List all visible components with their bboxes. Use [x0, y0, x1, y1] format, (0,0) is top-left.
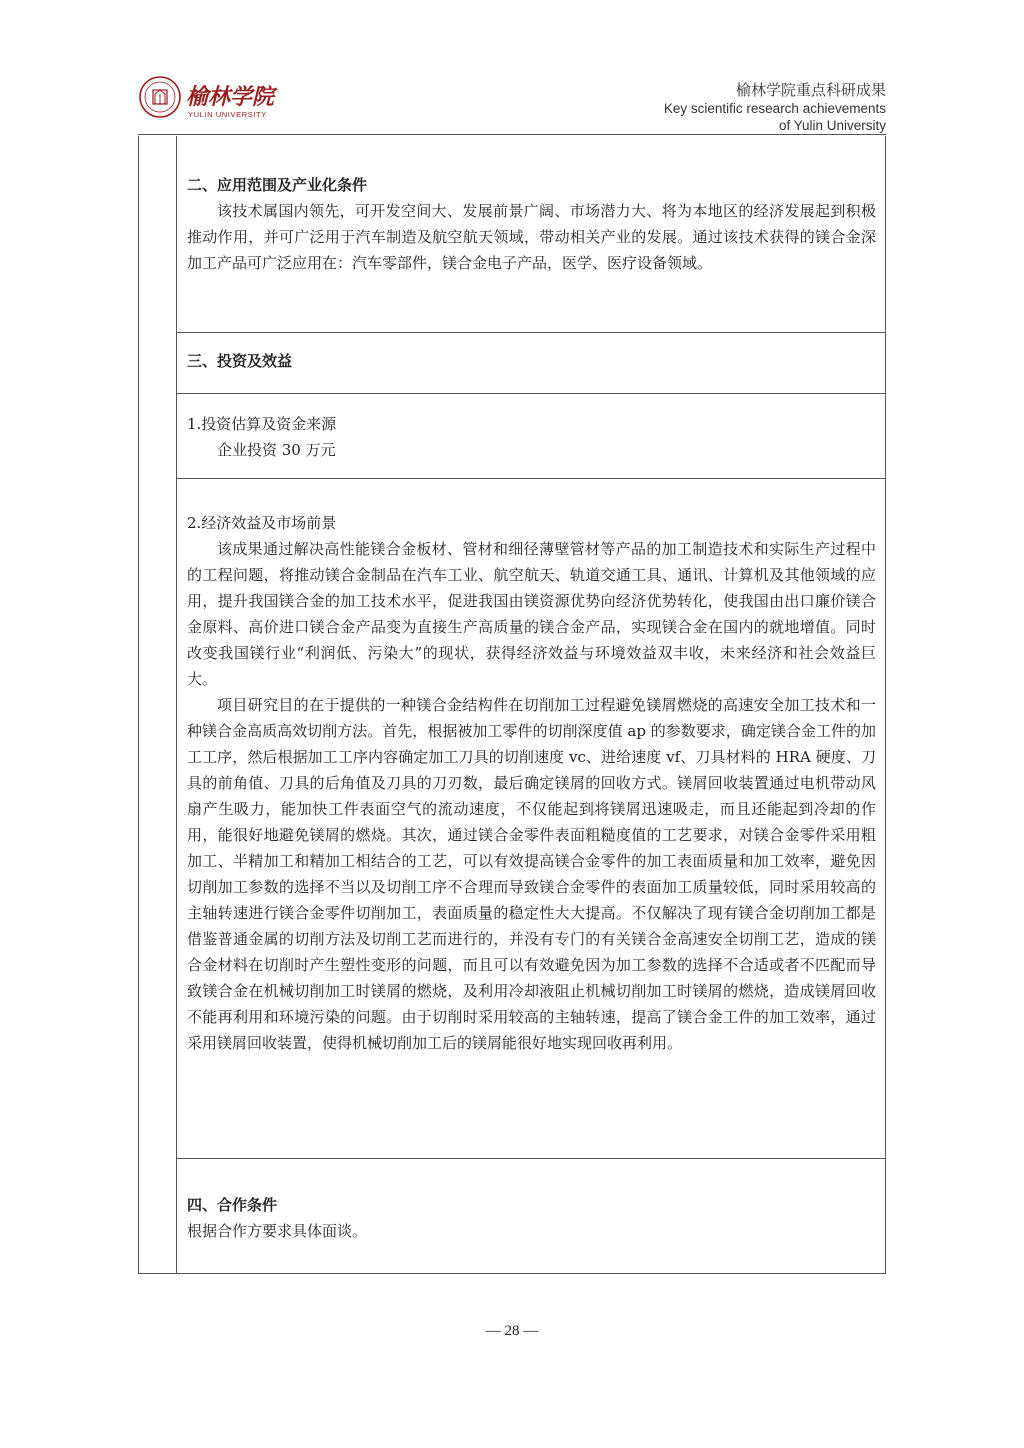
section-paragraph-1: 该成果通过解决高性能镁合金板材、管材和细径薄壁管材等产品的加工制造技术和实际生产过程中的工程问题，将推动镁合金制品在汽车工业、航空航天、轨道交通工具、通讯、计算机及其他领域的应用，提升我国镁合金的加工技术水平，促进我国由镁资源优势向经济优势转化，使我国由出口廉价镁合金原料、高价进口镁合金产品变为直接生产高质量的镁合金产品，实现镁合金在国内的就地增值。同时改变我国镁行业“利润低、污染大”的现状，获得经济效益与环境效益双丰收，未来经济和社会效益巨大。 [187, 540, 876, 688]
section-cooperation [177, 1159, 885, 1274]
page-number: — 28 — [485, 1323, 539, 1339]
section-body: 该技术属国内领先，可开发空间大、发展前景广阔、市场潜力大、将为本地区的经济发展起到积极推动作用，并可广泛用于汽车制造及航空航天领域，带动相关产业的发展。通过该技术获得的镁合金深加工产品可广泛应用在：汽车零部件，镁合金电子产品，医学、医疗设备领域。 [187, 202, 876, 272]
section-heading: 三、投资及效益 [187, 352, 293, 370]
header-divider [138, 134, 886, 135]
section-heading: 二、应用范围及产业化条件 [187, 176, 368, 194]
university-logo [138, 74, 288, 120]
subsection-heading: 1.投资估算及资金来源 [187, 415, 337, 433]
logo-chinese-name: 榆林学院 [186, 84, 275, 110]
section-funding [177, 394, 885, 479]
seal-icon [140, 77, 180, 117]
section-heading: 四、合作条件 [187, 1196, 278, 1214]
section-investment [177, 333, 885, 394]
section-benefits [177, 479, 885, 1159]
section-body: 根据合作方要求具体面谈。 [187, 1222, 368, 1240]
header-title-cn: 榆林学院重点科研成果 [735, 81, 886, 99]
logo-english-name: YULIN UNIVERSITY [188, 110, 267, 119]
label-column [139, 136, 177, 1273]
header-title-en-2: of Yulin University [778, 118, 886, 133]
section-paragraph-2: 项目研究目的在于提供的一种镁合金结构件在切削加工过程避免镁屑燃烧的高速安全加工技术和一种镁合金高质高效切削方法。首先，根据被加工零件的切削深度值 ap 的参数要求，确定镁合金工件的加工工序，然后根据加工工序内容确定加工刀具的切削速度 vc、进给速度 vf、刀具材料的 HRA 硬度、刀具的前角值、刀具的后角值及刀具的刀刃数，最后确定镁屑的回收方式。镁屑回收装置通过电机带动风扇产生吸力，能加快工件表面空气的流动速度，不仅能起到将镁屑迅速吸走，而且还能起到冷却的作用，能很好地避免镁屑的燃烧。其次，通过镁合金零件表面粗糙度值的工艺要求，对镁合金零件采用粗加工、半精加工和精加工相结合的工艺，可以有效提高镁合金零件的加工表面质量和加工效率，避免因切削加工参数的选择不当以及切削工序不合理而导致镁合金零件的表面加工质量较低，同时采用较高的主轴转速进行镁合金零件切削加工，表面质量的稳定性大大提高。不仅解决了现有镁合金切削加工都是借鉴普通金属的切削方法及切削工艺而进行的，并没有专门的有关镁合金高速安全切削工艺，造成的镁合金材料在切削时产生塑性变形的问题，而且可以有效避免因为加工参数的选择不合适或者不匹配而导致镁合金在机械切削加工时镁屑的燃烧，及利用冷却液阻止机械切削加工时镁屑的燃烧，造成镁屑回收不能再利用和环境污染的问题。由于切削时采用较高的主轴转速，提高了镁合金工件的加工效率，通过采用镁屑回收装置，使得机械切削加工后的镁屑能很好地实现回收再利用。 [187, 696, 876, 1052]
section-body: 企业投资 30 万元 [217, 441, 336, 459]
content-table [138, 136, 886, 1274]
header-title-en-1: Key scientific research achievements [663, 101, 886, 116]
section-application [177, 136, 885, 333]
header-title-block [664, 80, 886, 134]
subsection-heading: 2.经济效益及市场前景 [187, 514, 337, 532]
